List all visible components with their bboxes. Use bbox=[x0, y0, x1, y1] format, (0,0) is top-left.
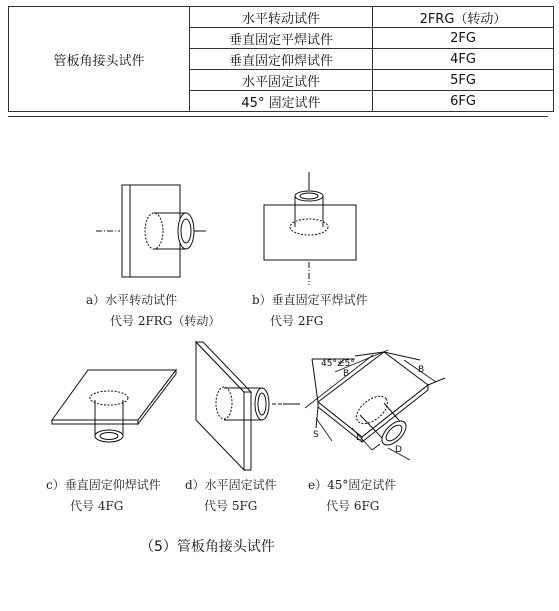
table-group-label: 管板角接头试件 bbox=[9, 7, 190, 112]
table-cell-name: 垂直固定仰焊试件 bbox=[190, 49, 373, 70]
table-cell-code: 2FG bbox=[373, 28, 554, 49]
dim-b1-label: B bbox=[343, 369, 350, 379]
figure-a-drawing bbox=[96, 185, 206, 277]
table-cell-code: 4FG bbox=[373, 49, 554, 70]
dim-b2-label: B bbox=[418, 365, 425, 375]
figure-e-caption: e）45°固定试件 bbox=[308, 478, 397, 492]
figure-main-caption: （5）管板角接头试件 bbox=[140, 539, 275, 555]
figure-b-code: 代号 2FG bbox=[270, 314, 324, 328]
table-cell-name: 45° 固定试件 bbox=[190, 91, 373, 112]
figure-a-caption: a）水平转动试件 bbox=[86, 293, 178, 307]
table-cell-code: 2FRG（转动） bbox=[373, 7, 554, 28]
table-cell-name: 水平转动试件 bbox=[190, 7, 373, 28]
table-cell-code: 5FG bbox=[373, 70, 554, 91]
figure-a-code: 代号 2FRG（转动） bbox=[110, 314, 221, 328]
figure-d-caption: d）水平固定试件 bbox=[185, 478, 277, 492]
figure-d-code: 代号 5FG bbox=[204, 499, 258, 513]
table-cell-name: 水平固定试件 bbox=[190, 70, 373, 91]
dim-l-label: L bbox=[356, 433, 362, 443]
figure-b-caption: b）垂直固定平焊试件 bbox=[252, 293, 368, 307]
figure-b-drawing bbox=[264, 172, 356, 285]
figure-d-drawing bbox=[196, 342, 300, 470]
table-cell-name: 垂直固定平焊试件 bbox=[190, 28, 373, 49]
dim-s-label: S bbox=[313, 430, 319, 440]
dim-d-label: D bbox=[395, 445, 402, 455]
figure-c-code: 代号 4FG bbox=[70, 499, 124, 513]
figure-c-caption: c）垂直固定仰焊试件 bbox=[46, 478, 161, 492]
table-cell-code: 6FG bbox=[373, 91, 554, 112]
figure-c-drawing bbox=[52, 370, 176, 442]
table-bottom-rule bbox=[8, 116, 548, 117]
dim-angle-label: 45°±5° bbox=[321, 359, 355, 369]
figure-e-code: 代号 6FG bbox=[326, 499, 380, 513]
